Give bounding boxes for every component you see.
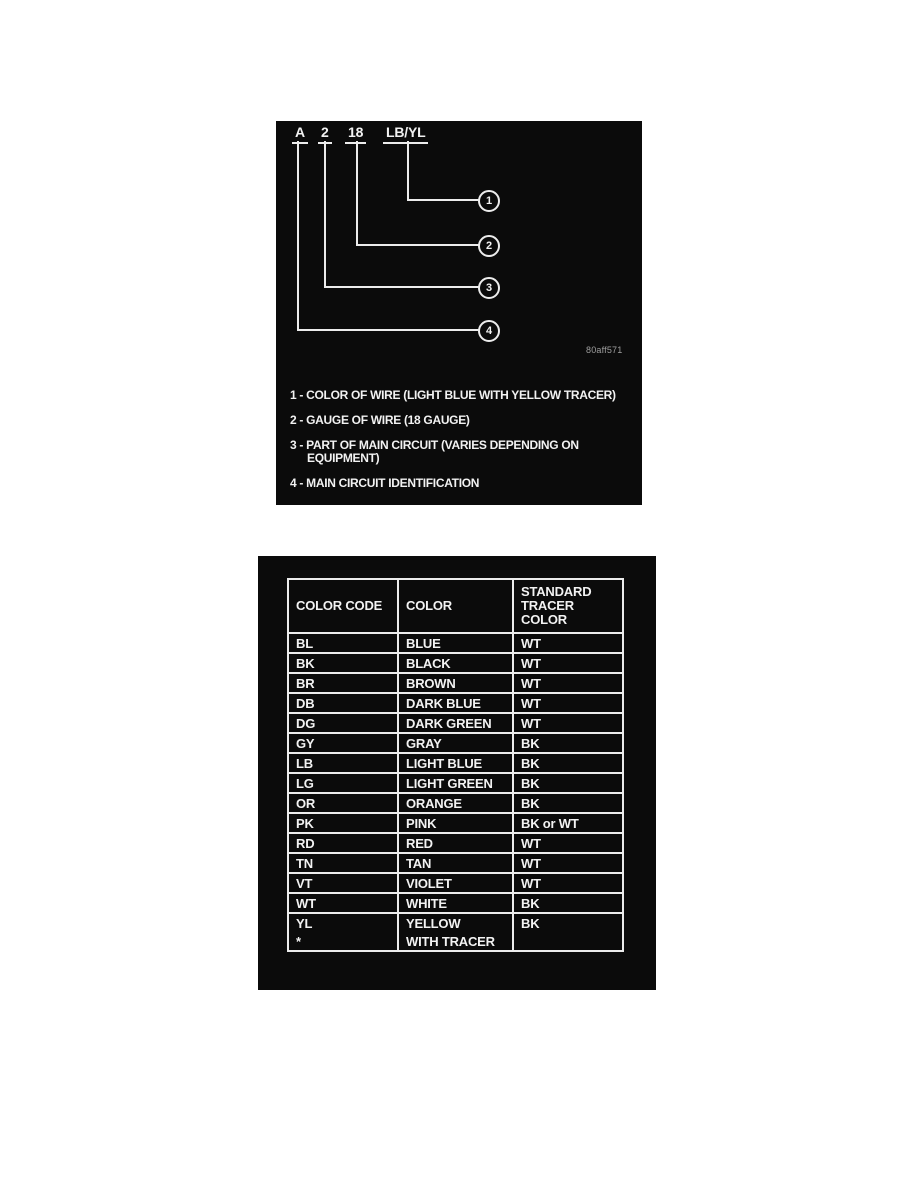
table-cell: BL xyxy=(288,633,398,653)
table-cell: BK xyxy=(513,893,623,913)
column-header: STANDARD TRACER COLOR xyxy=(513,579,623,633)
legend-item-text: 3 - PART OF MAIN CIRCUIT (VARIES DEPENDING ON xyxy=(290,438,579,452)
table-cell: * xyxy=(288,932,398,951)
table-row xyxy=(288,673,623,693)
table-cell: BK xyxy=(513,913,623,932)
table-cell: WT xyxy=(513,673,623,693)
table-row xyxy=(288,932,623,951)
table-row xyxy=(288,773,623,793)
table-cell: BK xyxy=(513,773,623,793)
connector-line xyxy=(356,244,479,246)
callout-2: 2 xyxy=(478,235,500,257)
table-cell: PINK xyxy=(398,813,513,833)
table-cell: RD xyxy=(288,833,398,853)
connector-line xyxy=(324,286,479,288)
table-row xyxy=(288,893,623,913)
callout-1: 1 xyxy=(478,190,500,212)
table-cell: TAN xyxy=(398,853,513,873)
table-cell: WT xyxy=(513,873,623,893)
legend-item xyxy=(290,477,634,490)
legend-item-text: 2 - GAUGE OF WIRE (18 GAUGE) xyxy=(290,413,470,427)
table-cell: WITH TRACER xyxy=(398,932,513,951)
table-row xyxy=(288,873,623,893)
table-cell: BK xyxy=(288,653,398,673)
table-cell: YELLOW xyxy=(398,913,513,932)
code-wire-gauge: 18 xyxy=(345,124,366,144)
table-cell: WT xyxy=(513,653,623,673)
table-cell: ORANGE xyxy=(398,793,513,813)
table-cell: WT xyxy=(513,633,623,653)
table-cell: WT xyxy=(513,853,623,873)
table-row xyxy=(288,853,623,873)
code-circuit-part-number: 2 xyxy=(318,124,332,144)
callout-4: 4 xyxy=(478,320,500,342)
table-row xyxy=(288,733,623,753)
table-cell: VT xyxy=(288,873,398,893)
table-cell: DG xyxy=(288,713,398,733)
connector-line xyxy=(324,141,326,288)
table-cell: BROWN xyxy=(398,673,513,693)
table-cell xyxy=(513,932,623,951)
table-wrap xyxy=(287,578,624,952)
table-cell: GY xyxy=(288,733,398,753)
table-cell: LIGHT BLUE xyxy=(398,753,513,773)
table-row xyxy=(288,753,623,773)
table-cell: TN xyxy=(288,853,398,873)
callout-3: 3 xyxy=(478,277,500,299)
table-cell: WHITE xyxy=(398,893,513,913)
legend-item xyxy=(290,439,634,465)
legend-item-text: 4 - MAIN CIRCUIT IDENTIFICATION xyxy=(290,476,480,490)
wire-code-diagram-figure xyxy=(276,121,642,505)
table-cell: PK xyxy=(288,813,398,833)
color-code-table xyxy=(287,578,624,952)
legend-item-continuation: EQUIPMENT) xyxy=(307,451,380,465)
legend xyxy=(290,389,634,502)
table-cell: BR xyxy=(288,673,398,693)
table-row xyxy=(288,693,623,713)
table-row xyxy=(288,813,623,833)
wire-color-code-table-figure xyxy=(258,556,656,990)
table-cell: GRAY xyxy=(398,733,513,753)
table-row xyxy=(288,633,623,653)
legend-item-text: 1 - COLOR OF WIRE (LIGHT BLUE WITH YELLOW TRACER) xyxy=(290,388,616,402)
table-cell: DARK BLUE xyxy=(398,693,513,713)
connector-line xyxy=(407,199,479,201)
table-row xyxy=(288,833,623,853)
table-row xyxy=(288,713,623,733)
table-cell: YL xyxy=(288,913,398,932)
table-cell: BK xyxy=(513,793,623,813)
connector-line xyxy=(297,329,479,331)
table-row xyxy=(288,653,623,673)
table-cell: WT xyxy=(513,713,623,733)
code-wire-color: LB/YL xyxy=(383,124,428,144)
table-cell: DARK GREEN xyxy=(398,713,513,733)
code-main-circuit-letter: A xyxy=(292,124,308,144)
table-cell: VIOLET xyxy=(398,873,513,893)
table-cell: BK xyxy=(513,753,623,773)
color-table-body xyxy=(288,633,623,951)
table-cell: LIGHT GREEN xyxy=(398,773,513,793)
table-cell: DB xyxy=(288,693,398,713)
column-header: COLOR CODE xyxy=(288,579,398,633)
table-cell: BLUE xyxy=(398,633,513,653)
table-cell: WT xyxy=(288,893,398,913)
figure-id-label: 80aff571 xyxy=(586,345,623,355)
table-row xyxy=(288,913,623,932)
table-cell: LG xyxy=(288,773,398,793)
table-cell: WT xyxy=(513,833,623,853)
color-table-head-row xyxy=(288,579,623,633)
connector-line xyxy=(297,141,299,331)
column-header: COLOR xyxy=(398,579,513,633)
table-row xyxy=(288,793,623,813)
table-cell: WT xyxy=(513,693,623,713)
table-cell: BK or WT xyxy=(513,813,623,833)
legend-item xyxy=(290,414,634,427)
table-cell: LB xyxy=(288,753,398,773)
connector-line xyxy=(356,141,358,246)
table-cell: BK xyxy=(513,733,623,753)
table-cell: OR xyxy=(288,793,398,813)
connector-line xyxy=(407,141,409,201)
legend-item xyxy=(290,389,634,402)
table-cell: RED xyxy=(398,833,513,853)
table-cell: BLACK xyxy=(398,653,513,673)
